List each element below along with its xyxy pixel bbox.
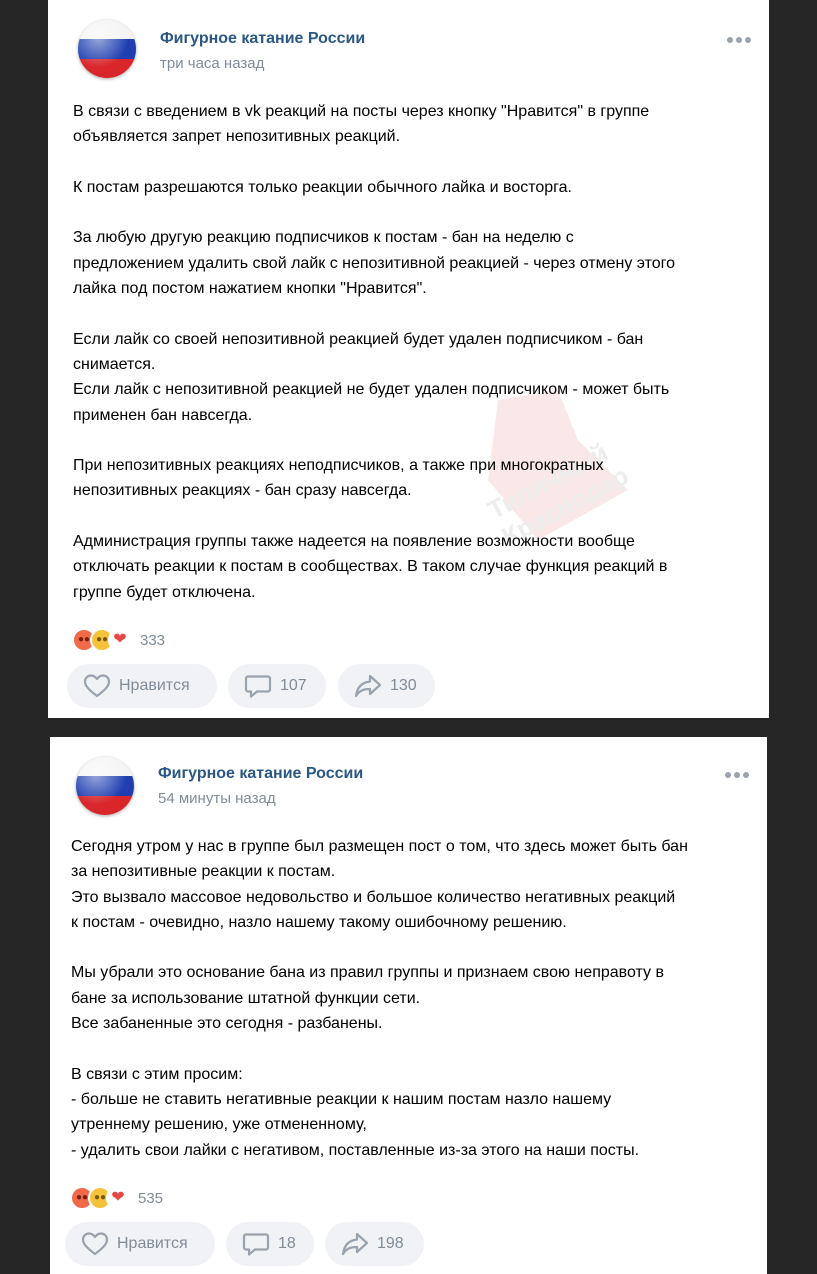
text-line: применен бан навсегда. (73, 406, 253, 424)
text-line (71, 935, 688, 960)
share-arrow-icon (354, 673, 382, 699)
post-time[interactable]: 54 минуты назад (158, 790, 276, 807)
comment-button[interactable] (228, 664, 326, 708)
text-line: Это вызвало массовое недовольство и большое количество негативных реакций (71, 888, 676, 906)
text-line (73, 200, 675, 225)
text-line: Мы убрали это основание бана из правил группы и признаем свою неправоту в (71, 964, 664, 982)
share-button[interactable] (338, 664, 435, 708)
text-line: Если лайк с непозитивной реакцией не будет удален подписчиком - может быть (73, 381, 670, 399)
comment-count: 18 (278, 1235, 296, 1252)
text-line (71, 1036, 688, 1061)
like-button[interactable] (67, 664, 217, 708)
share-count: 198 (377, 1235, 404, 1252)
angry-emoji-icon: ●● (70, 1186, 94, 1210)
share-arrow-icon (341, 1231, 369, 1257)
text-line: К постам разрешаются только реакции обычного лайка и восторга. (73, 178, 572, 196)
post-time[interactable]: три часа назад (160, 55, 265, 72)
group-name-link[interactable]: Фигурное катание России (160, 30, 366, 47)
heart-emoji-icon: ❤ (106, 1186, 130, 1210)
crying-emoji-icon: ●● (88, 1186, 112, 1210)
group-avatar[interactable] (78, 20, 136, 78)
reaction-count: 535 (138, 1189, 164, 1207)
text-line: Сегодня утром у нас в группе был размещен пост о том, что здесь может быть бан (71, 838, 688, 855)
more-icon[interactable] (725, 772, 749, 778)
text-line: к постам - очевидно, назло нашему такому ошибочному решению. (71, 913, 567, 931)
text-line: за непозитивные реакции к постам. (71, 863, 336, 881)
angry-emoji-icon: ●● (72, 628, 96, 652)
post-card (48, 0, 769, 718)
text-line: В связи с этим просим: (71, 1065, 243, 1083)
text-line: При непозитивных реакциях неподписчиков, а также при многократных (73, 457, 604, 475)
reaction-count: 333 (140, 631, 166, 649)
text-line (73, 504, 675, 529)
text-line (73, 428, 675, 453)
crying-emoji-icon: ●● (90, 628, 114, 652)
reactions-summary[interactable] (72, 629, 165, 651)
watermark: Типичный Краснодар (478, 380, 648, 550)
reactions-summary[interactable] (70, 1187, 163, 1209)
share-count: 130 (390, 677, 417, 694)
text-line: снимается. (73, 355, 156, 373)
group-name-link[interactable]: Фигурное катание России (158, 765, 364, 782)
share-button[interactable] (325, 1222, 424, 1266)
more-icon[interactable] (727, 37, 751, 43)
comment-icon (244, 673, 272, 699)
text-line: утреннему решению, уже отмененному, (71, 1116, 367, 1134)
text-line: объявляется запрет непозитивных реакций. (73, 128, 401, 146)
comment-icon (242, 1231, 270, 1257)
text-line (73, 301, 675, 326)
like-label: Нравится (117, 1235, 188, 1252)
text-line: В связи с введением в vk реакций на посты через кнопку "Нравится" в группе (73, 103, 650, 120)
text-line: Администрация группы также надеется на появление возможности вообще (73, 533, 635, 551)
comment-count: 107 (280, 677, 307, 694)
heart-emoji-icon: ❤ (108, 628, 132, 652)
text-line (73, 150, 675, 175)
like-button[interactable] (65, 1222, 215, 1266)
heart-outline-icon (81, 1231, 109, 1257)
heart-outline-icon (83, 673, 111, 699)
text-line: - больше не ставить негативные реакции к нашим постам назло нашему (71, 1090, 612, 1108)
text-line: предложением удалить свой лайк с непозитивной реакцией - через отмену этого (73, 254, 676, 272)
comment-button[interactable] (226, 1222, 314, 1266)
text-line: За любую другую реакцию подписчиков к постам - бан на неделю с (73, 229, 574, 247)
text-line: бане за использование штатной функции сети. (71, 989, 421, 1007)
text-line: непозитивных реакциях - бан сразу навсегда. (73, 482, 412, 500)
text-line: группе будет отключена. (73, 583, 256, 601)
text-line: отключать реакции к постам в сообществах. В таком случае функция реакций в (73, 558, 668, 576)
post-text (71, 834, 688, 1163)
text-line: лайка под постом нажатием кнопки "Нравится". (73, 280, 427, 298)
post-text (73, 99, 675, 605)
group-avatar[interactable] (76, 757, 134, 815)
post-card (50, 737, 767, 1274)
like-label: Нравится (119, 677, 190, 694)
text-line: Все забаненные это сегодня - разбанены. (71, 1015, 383, 1033)
text-line: Если лайк со своей непозитивной реакцией будет удален подписчиком - бан (73, 330, 644, 348)
text-line: - удалить свои лайки с негативом, поставленные из-за этого на наши посты. (71, 1141, 640, 1159)
